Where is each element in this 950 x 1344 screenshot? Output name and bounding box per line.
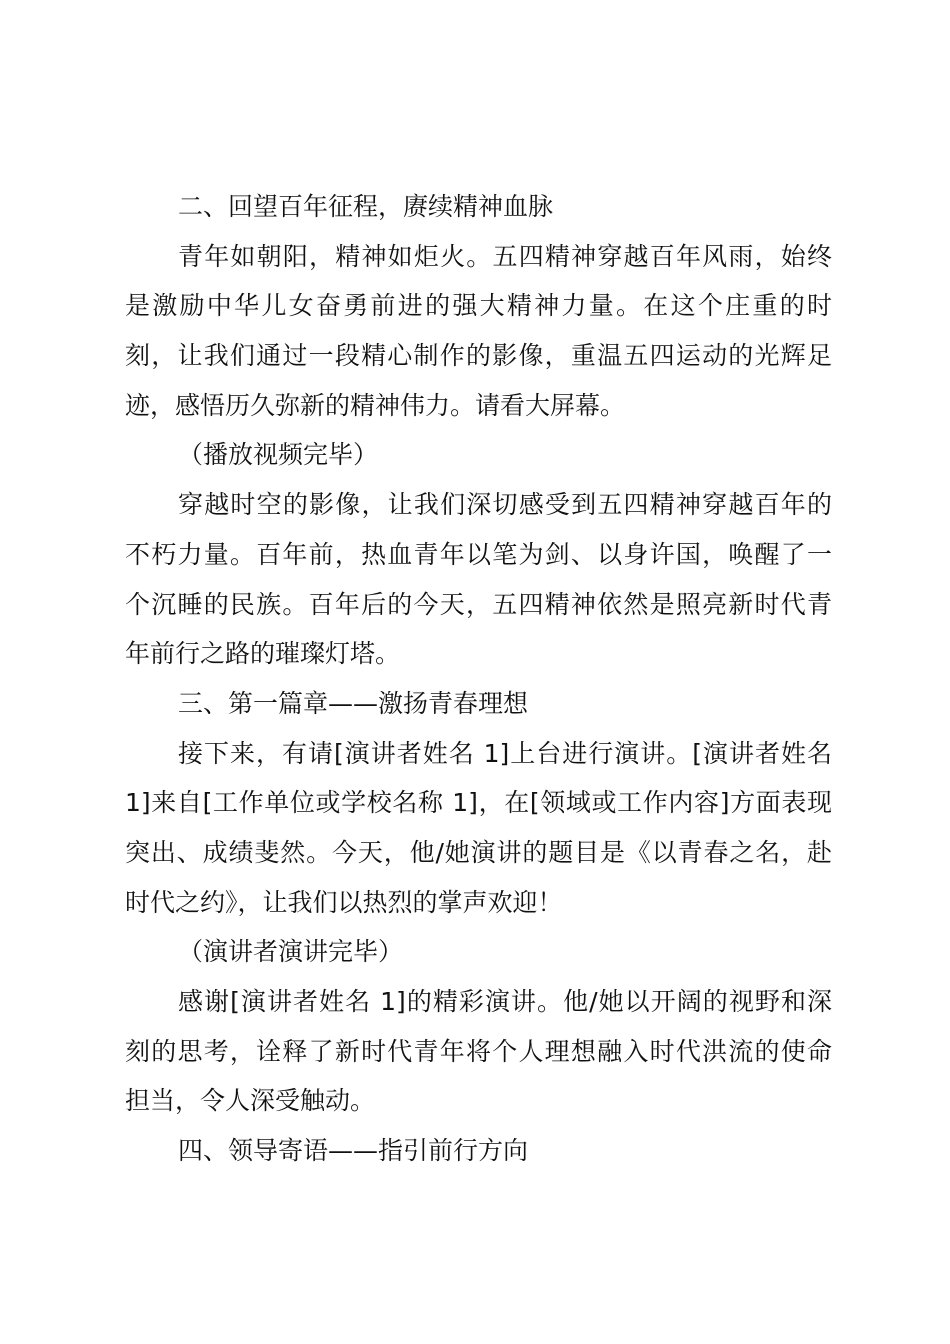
- paragraph-line: 刻的思考，诠释了新时代青年将个人理想融入时代洪流的使命: [125, 1036, 832, 1066]
- paragraph-line: 穿越时空的影像，让我们深切感受到五四精神穿越百年的: [178, 490, 832, 520]
- paragraph-line: 青年如朝阳，精神如炬火。五四精神穿越百年风雨，始终: [178, 241, 832, 271]
- document-page: [125, 182, 832, 1176]
- paragraph-line: 不朽力量。百年前，热血青年以笔为剑、以身许国，唤醒了一: [125, 539, 832, 569]
- paragraph-line: 担当，令人深受触动。: [125, 1086, 376, 1116]
- paragraph-line: 刻，让我们通过一段精心制作的影像，重温五四运动的光辉足: [125, 341, 832, 371]
- paragraph-line: 感谢[演讲者姓名 1]的精彩演讲。他/她以开阔的视野和深: [178, 987, 832, 1016]
- paragraph-line: 时代之约》，让我们以热烈的掌声欢迎！: [125, 887, 563, 917]
- paragraph-line: 接下来，有请[演讲者姓名 1]上台进行演讲。[演讲者姓名: [178, 738, 832, 768]
- paragraph-line: 个沉睡的民族。百年后的今天，五四精神依然是照亮新时代青: [125, 589, 832, 619]
- paragraph-line: 迹，感悟历久弥新的精神伟力。请看大屏幕。: [125, 390, 626, 420]
- paragraph-line: 年前行之路的璀璨灯塔。: [125, 639, 401, 669]
- section-heading: 二、回望百年征程，赓续精神血脉: [178, 192, 554, 221]
- paragraph-line: 突出、成绩斐然。今天，他/她演讲的题目是《以青春之名，赴: [125, 837, 832, 867]
- section-heading: 四、领导寄语——指引前行方向: [178, 1136, 529, 1166]
- paragraph-line: 1]来自[工作单位或学校名称 1]，在[领域或工作内容]方面表现: [125, 788, 832, 818]
- section-heading: 三、第一篇章——激扬青春理想: [178, 688, 529, 718]
- stage-note: （播放视频完毕）: [178, 440, 379, 470]
- stage-note: （演讲者演讲完毕）: [178, 937, 404, 967]
- paragraph-line: 是激励中华儿女奋勇前进的强大精神力量。在这个庄重的时: [125, 291, 832, 321]
